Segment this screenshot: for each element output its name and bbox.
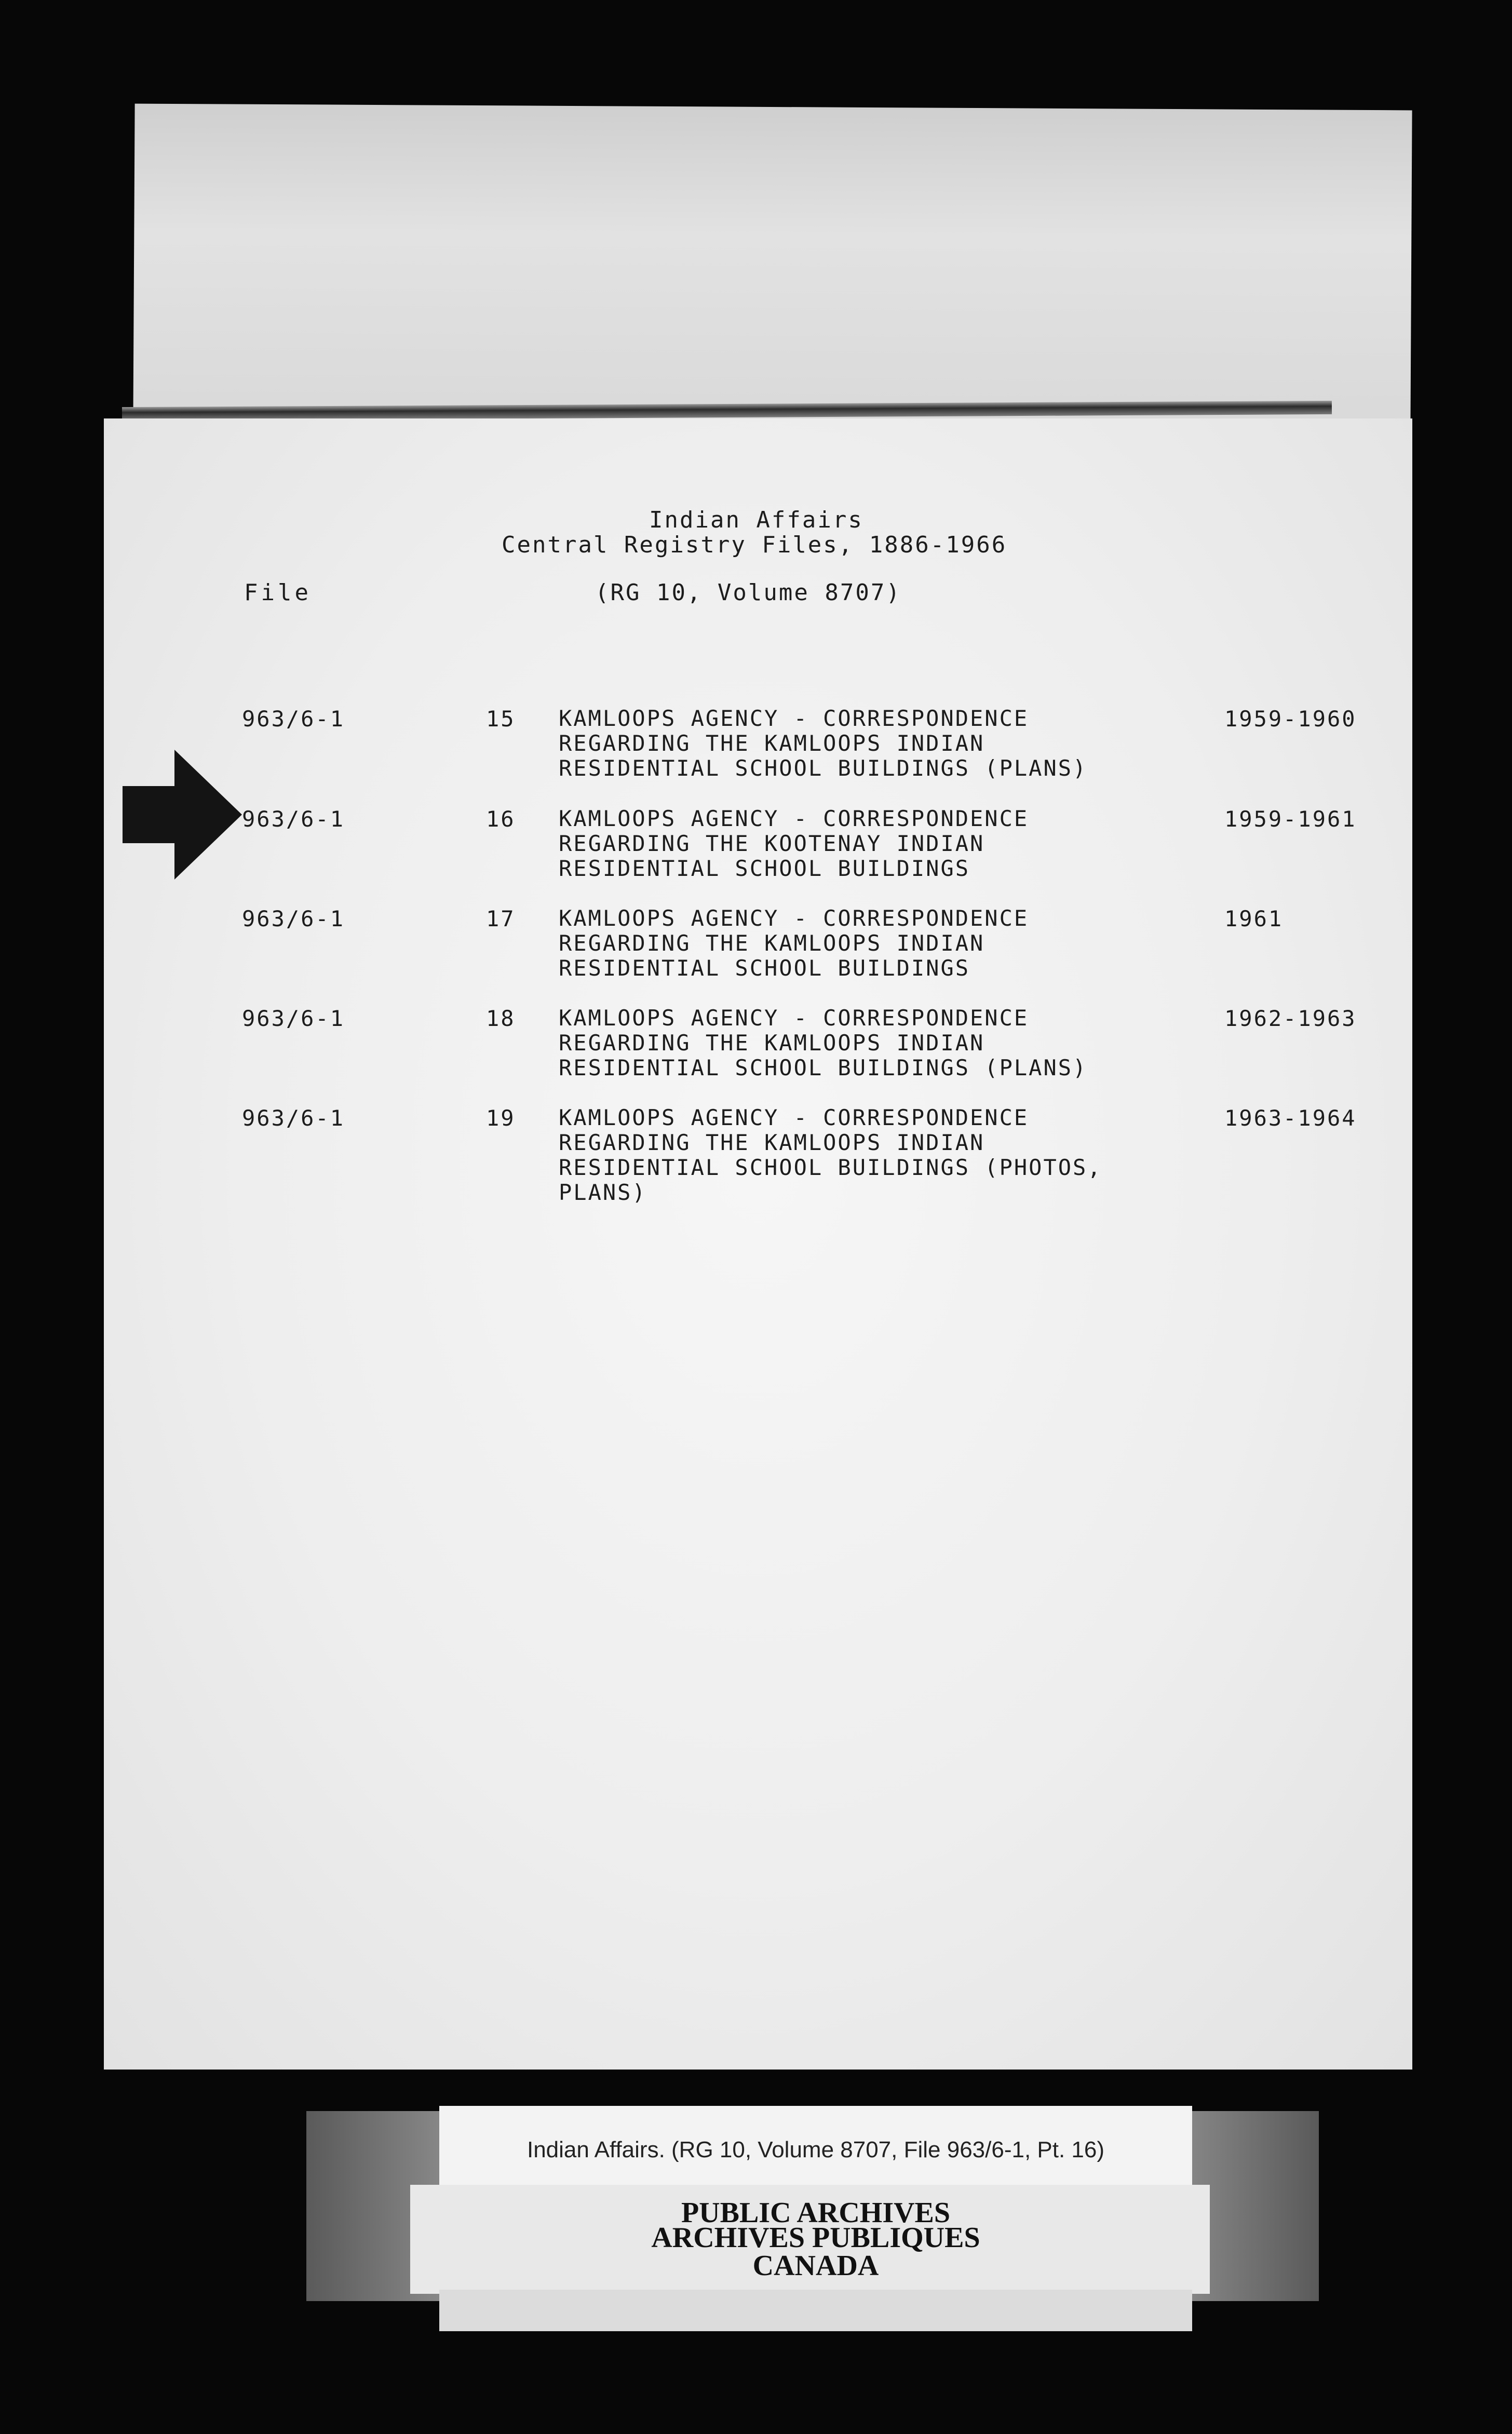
- header-subtitle: Central Registry Files, 1886-1966: [502, 532, 1007, 558]
- description-line: KAMLOOPS AGENCY - CORRESPONDENCE: [559, 806, 1029, 831]
- description-line: KAMLOOPS AGENCY - CORRESPONDENCE: [559, 1005, 1029, 1031]
- entry-part: 18: [486, 1006, 516, 1031]
- description-line: KAMLOOPS AGENCY - CORRESPONDENCE: [559, 706, 1029, 731]
- description-line: PLANS): [559, 1180, 647, 1205]
- description-line: REGARDING THE KAMLOOPS INDIAN: [559, 930, 985, 956]
- back-sheet: [133, 104, 1412, 432]
- entry-part: 16: [486, 806, 516, 832]
- entry-part: 19: [486, 1105, 516, 1131]
- description-line: REGARDING THE KAMLOOPS INDIAN: [559, 1130, 985, 1155]
- header-title: Indian Affairs: [649, 507, 863, 533]
- description-line: RESIDENTIAL SCHOOL BUILDINGS: [559, 856, 970, 881]
- entry-row: [0, 1105, 1512, 1205]
- entry-part: 17: [486, 906, 516, 931]
- entry-file: 963/6-1: [242, 1105, 345, 1131]
- description-line: RESIDENTIAL SCHOOL BUILDINGS: [559, 955, 970, 981]
- file-column-label: File: [244, 579, 312, 606]
- description-line: RESIDENTIAL SCHOOL BUILDINGS (PHOTOS,: [559, 1155, 1102, 1180]
- pointer-arrow-icon: [123, 750, 242, 880]
- archive-citation: Indian Affairs. (RG 10, Volume 8707, File 963/6-1, Pt. 16): [526, 2137, 1105, 2162]
- header-volume: (RG 10, Volume 8707): [595, 579, 901, 606]
- entry-description: [559, 1105, 1182, 1205]
- stamp-line-3: CANADA: [752, 2250, 879, 2282]
- entry-dates: 1961: [1224, 906, 1284, 931]
- entry-dates: 1963-1964: [1224, 1105, 1357, 1131]
- entry-part: 15: [486, 706, 516, 732]
- description-line: REGARDING THE KOOTENAY INDIAN: [559, 831, 985, 856]
- archive-card-bottom: [439, 2290, 1192, 2331]
- stamp-line-2: ARCHIVES PUBLIQUES: [651, 2222, 980, 2254]
- description-line: REGARDING THE KAMLOOPS INDIAN: [559, 731, 985, 756]
- entry-file: 963/6-1: [242, 706, 345, 732]
- description-line: RESIDENTIAL SCHOOL BUILDINGS (PLANS): [559, 1055, 1088, 1080]
- entry-dates: 1959-1960: [1224, 706, 1357, 732]
- entry-description: [559, 706, 1182, 781]
- entry-dates: 1959-1961: [1224, 806, 1357, 832]
- stamp-line-1: PUBLIC ARCHIVES: [681, 2197, 951, 2229]
- entry-dates: 1962-1963: [1224, 1006, 1357, 1031]
- entry-description: [559, 806, 1182, 881]
- description-line: RESIDENTIAL SCHOOL BUILDINGS (PLANS): [559, 755, 1088, 781]
- document-page: [104, 418, 1412, 2070]
- entry-row: [0, 906, 1512, 999]
- entry-description: [559, 906, 1182, 981]
- entry-file: 963/6-1: [242, 806, 345, 832]
- entry-description: [559, 1006, 1182, 1080]
- description-line: REGARDING THE KAMLOOPS INDIAN: [559, 1030, 985, 1056]
- entry-file: 963/6-1: [242, 906, 345, 931]
- entry-row: [0, 1006, 1512, 1099]
- entry-file: 963/6-1: [242, 1006, 345, 1031]
- description-line: KAMLOOPS AGENCY - CORRESPONDENCE: [559, 905, 1029, 931]
- description-line: KAMLOOPS AGENCY - CORRESPONDENCE: [559, 1105, 1029, 1130]
